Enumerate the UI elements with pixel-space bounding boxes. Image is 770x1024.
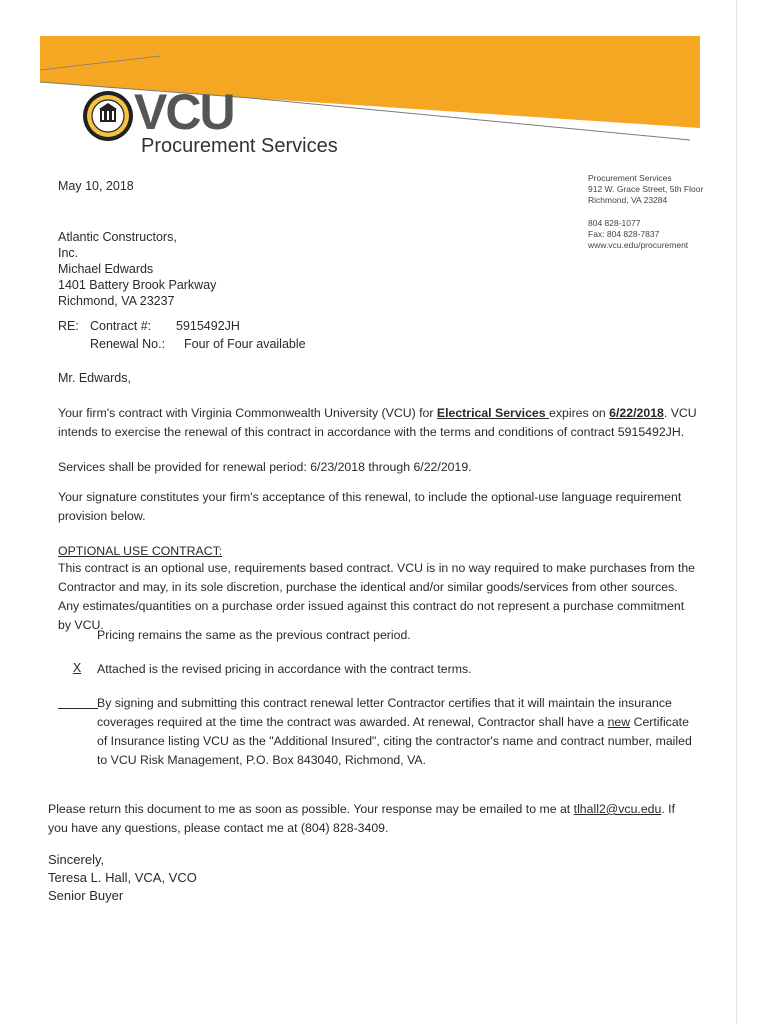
optional-use-body: This contract is an optional use, requirements based contract. VCU is in no way required to make purchases from the Contractor and may, in its sole discretion, purchase the identical and/or similar goods/services from other sources. Any estimates/quantities on a purchase order issued against this contract do not represent a purchase commitment by VCU. [58,561,696,632]
paragraph-renewal-period: Services shall be provided for renewal period: 6/23/2018 through 6/22/2019. [58,460,472,474]
closing-text: . If you have any questions, please contact me at (804) 828-3409. [48,802,676,835]
option-insurance [97,694,697,770]
recipient-name: Michael Edwards [58,262,154,276]
para1-text: expires on [549,406,610,420]
closing-paragraph [48,800,698,838]
optional-use-heading-text: OPTIONAL USE CONTRACT: [58,544,223,558]
renewal-value: Four of Four available [184,337,306,351]
sender-address [588,173,703,251]
vcu-seal-icon [82,90,134,142]
recipient-company-suffix: Inc. [58,246,79,260]
contract-label: Contract #: [90,319,152,333]
salutation: Mr. Edwards, [58,371,131,385]
contract-number: 5915492JH [176,319,240,333]
option-attached-blank [58,660,96,677]
letter-date: May 10, 2018 [58,179,134,193]
phone-line: 804 828-1077 [588,218,641,228]
paragraph-contract-expiry [58,404,698,442]
email-link[interactable]: tlhall2@vcu.edu [573,802,662,816]
service-name: Electrical Services [436,406,550,420]
address-line: Richmond, VA 23284 [588,195,668,205]
expiry-date: 6/22/2018 [609,406,664,420]
para1-text: . VCU intends to exercise the renewal of this contract in accordance with the terms and conditions of contract 5915492JH. [58,406,697,439]
letterhead [0,0,736,160]
fax-line: Fax: 804 828-7837 [588,229,660,239]
website-line: www.vcu.edu/procurement [588,240,689,250]
signature-block [48,851,197,905]
renewal-label: Renewal No.: [90,337,166,351]
option-insurance-blank [58,694,98,709]
recipient-street: 1401 Battery Brook Parkway [58,278,217,292]
signer-name: Teresa L. Hall, VCA, VCO [48,870,197,885]
re-label: RE: [58,319,79,333]
signer-title: Senior Buyer [48,888,124,903]
address-line: 912 W. Grace Street, 5th Floor [588,184,704,194]
insurance-text: Certificate of Insurance listing VCU as the "Additional Insured", citing the contractor's name and contract number, mailed to VCU Risk Management, P.O. Box 843040, Richmond, VA. [97,715,692,767]
paragraph-signature-acceptance: Your signature constitutes your firm's acceptance of this renewal, to include the optional-use language requirement provision below. [58,490,682,523]
insurance-text: By signing and submitting this contract renewal letter Contractor certifies that it will maintain the insurance coverages required at the time the contract was awarded. At renewal, Contractor shall have a [97,696,672,729]
option-pricing-same: Pricing remains the same as the previous contract period. [97,628,411,642]
closing-text: Please return this document to me as soon as possible. Your response may be emailed to me at [48,802,574,816]
department-name: Procurement Services [141,135,338,157]
address-line: Procurement Services [588,173,672,183]
closing-word: Sincerely, [48,852,105,867]
recipient-block [58,229,216,309]
page-edge-line [736,0,737,1024]
para1-text: Your firm's contract with Virginia Commonwealth University (VCU) for [58,406,437,420]
option-attached: Attached is the revised pricing in accordance with the contract terms. [97,662,472,676]
insurance-new: new [607,715,631,729]
attached-mark: X [72,661,82,675]
recipient-city: Richmond, VA 23237 [58,294,175,308]
logo-text: VCU [134,84,234,140]
recipient-company: Atlantic Constructors, [58,230,177,244]
